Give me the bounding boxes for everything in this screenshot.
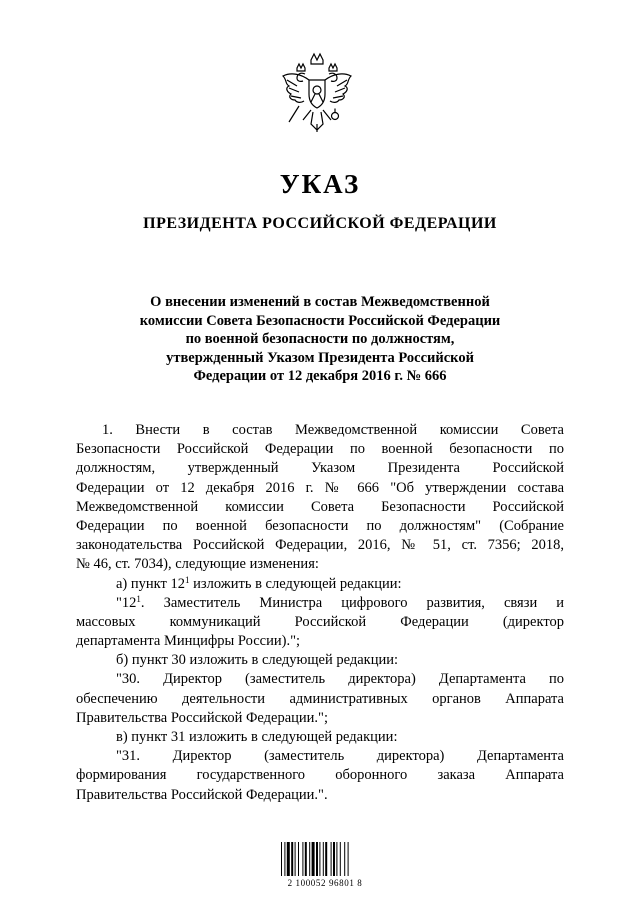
body-line: 1. Внести в состав Межведомственной комиссии Совета	[102, 422, 564, 438]
decree-body	[76, 421, 564, 805]
heading-line: утвержденный Указом Президента Российской	[166, 349, 474, 366]
body-line: законодательства Российской Федерации, 2016, № 51, ст. 7356; 2018,	[76, 537, 564, 554]
body-line: формирования государственного оборонного заказа Аппарата	[76, 767, 564, 784]
body-line: обеспечению деятельности административных органов Аппарата	[76, 690, 564, 707]
barcode-icon	[281, 842, 365, 876]
body-line: "31. Директор (заместитель директора) Департамента	[116, 748, 564, 765]
document-subtitle: ПРЕЗИДЕНТА РОССИЙСКОЙ ФЕДЕРАЦИИ	[143, 215, 497, 232]
heading-line: Федерации от 12 декабря 2016 г. № 666	[193, 368, 447, 385]
body-line: № 46, ст. 7034), следующие изменения:	[76, 556, 319, 573]
item-a-text: "12	[116, 594, 137, 611]
item-a-text: . Заместитель Министра цифрового развития, связи и	[140, 594, 564, 611]
heading-line: О внесении изменений в состав Межведомственной	[150, 294, 490, 310]
body-line: Безопасности Российской Федерации по военной безопасности по	[76, 441, 564, 458]
item-a-intro	[76, 575, 564, 594]
body-line: Правительства Российской Федерации.".	[76, 786, 328, 803]
item-a-intro-text: изложить в следующей редакции:	[189, 575, 402, 592]
barcode-number: 2 100052 96801 8	[287, 878, 363, 888]
decree-heading	[120, 293, 520, 386]
heading-line: по военной безопасности по должностям,	[185, 331, 455, 348]
body-line: Правительства Российской Федерации.";	[76, 709, 329, 726]
item-a-intro-text: а) пункт 12	[116, 575, 185, 592]
body-line: массовых коммуникаций Российской Федерации (директор	[76, 613, 564, 630]
body-line: должностям, утвержденный Указом Президента Российской	[76, 460, 564, 477]
item-c-intro: в) пункт 31 изложить в следующей редакции:	[116, 729, 398, 745]
heading-line: комиссии Совета Безопасности Российской Федерации	[139, 312, 501, 329]
superscript: 1	[136, 593, 141, 604]
item-b-intro: б) пункт 30 изложить в следующей редакции:	[116, 652, 398, 669]
body-line: департамента Минцифры России).";	[76, 633, 301, 650]
document-title: УКАЗ	[279, 169, 361, 199]
item-a-text-line	[76, 594, 564, 613]
body-line: Федерации по военной безопасности по должностям" (Собрание	[76, 517, 564, 534]
body-line: Федерации от 12 декабря 2016 г. № 666 "Об утверждении состава	[76, 479, 564, 496]
body-line: "30. Директор (заместитель директора) Департамента по	[116, 671, 564, 688]
superscript: 1	[184, 574, 190, 585]
body-line: Межведомственной комиссии Совета Безопасности Российской	[76, 498, 564, 515]
russian-coat-of-arms-icon	[275, 50, 359, 140]
